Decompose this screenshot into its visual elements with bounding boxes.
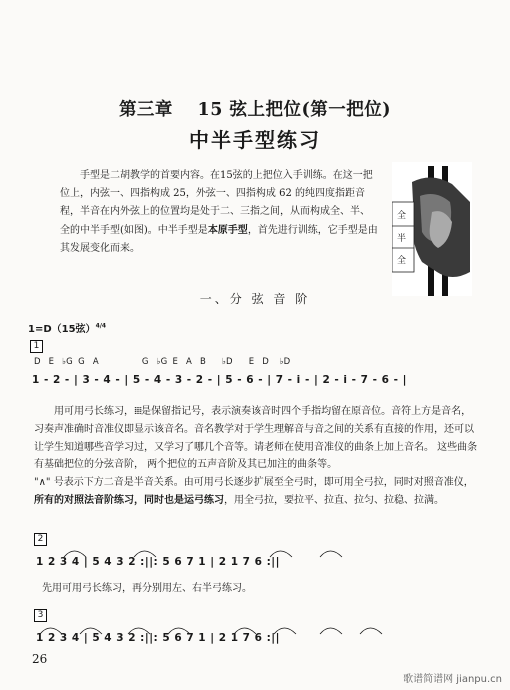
hold-finger-mark: ⁞⁞⁞⁞	[134, 406, 142, 417]
time-signature: 4/4	[95, 322, 107, 330]
explanation-paragraph	[34, 403, 480, 510]
exercise-2-number: 2	[34, 533, 47, 546]
chapter-subtitle: 中半手型练习	[189, 128, 321, 152]
hand-label-3: 全	[397, 256, 407, 266]
exercise-1-chords: D E ♭G G A G ♭G E A B ♭D E D ♭D	[34, 357, 291, 367]
hand-photo	[392, 162, 472, 296]
intro-bold: 本原手型	[207, 224, 248, 236]
practice-note: 先用可用弓长练习，再分别用左、右半弓练习。	[42, 583, 252, 594]
para1-bold: 所有的对照法音阶练习，同时也是运弓练习	[34, 494, 224, 506]
page-number: 26	[32, 652, 48, 666]
exercise-1-number: 1	[30, 340, 43, 353]
hand-label-2: 半	[397, 234, 407, 244]
key-signature	[28, 320, 106, 335]
para1-t3: "∧" 号表示下方二音是半音关系。由可用弓长逐步扩展至全弓时，即可用全弓拉，同时对照音准仪，	[34, 477, 474, 489]
exercise-3-number: 3	[34, 609, 47, 622]
para1-t3c: ，用全弓拉，要拉平、拉直、拉匀、拉稳、拉满。	[224, 494, 444, 506]
exercise-1-notes: 1 - 2 - | 3 - 4 - | 5 - 4 - 3 - 2 - | 5 - 6 - | 7 - i - | 2 - i - 7 - 6 - |	[32, 374, 407, 386]
intro-paragraph	[60, 167, 378, 258]
para1-t1: 用可用弓长练习，	[54, 406, 134, 417]
key-text: 1=D（15弦）	[28, 324, 96, 335]
exercise-3-notes: 1 2 3 4 | 5 4 3 2 :||: 5 6 7 1 | 2 1 7 6 :||	[36, 632, 280, 644]
watermark: 歌谱简谱网 jianpu.cn	[403, 674, 502, 685]
para1-t2: 是保留指记号，表示演奏该音时四个手指均留在原音位。音符上方是音名，习奏声准确时音准仪即显示该音名。音名教学对于学生理解音与音之间的关系有直接的作用，还可以让学生知道哪些音学习过，又学习了哪几个音等。请老师在使用音准仪的曲条上加上音名。 这些曲条有基础把位的分弦音阶， 两个把位的五声音阶及其已加注的曲条等。	[34, 406, 478, 471]
hand-label-1: 全	[397, 211, 407, 221]
chapter-title: 第三章 15 弦上把位(第一把位)	[118, 100, 392, 120]
intro-text-2: ，首先进行训练，它手型是由其发展变化而来。	[60, 224, 378, 254]
hand-illustration	[392, 162, 472, 296]
intro-text-1: 手型是二胡教学的首要内容。在15弦的上把位入手训练。在这一把位上，内弦一、四指构成 25，外弦一、四指构成 6̇2̇ 的纯四度指距音程，半音在内外弦上的位置均是处于二、三指之间，从而构成全、半、全的中半手型(如图)。中半手型是	[60, 170, 373, 236]
exercise-2-notes: 1 2 3 4 | 5 4 3 2 :||: 5 6 7 1 | 2 1 7 6 :||	[36, 556, 280, 568]
section-heading: 一、分 弦 音 阶	[199, 292, 311, 306]
